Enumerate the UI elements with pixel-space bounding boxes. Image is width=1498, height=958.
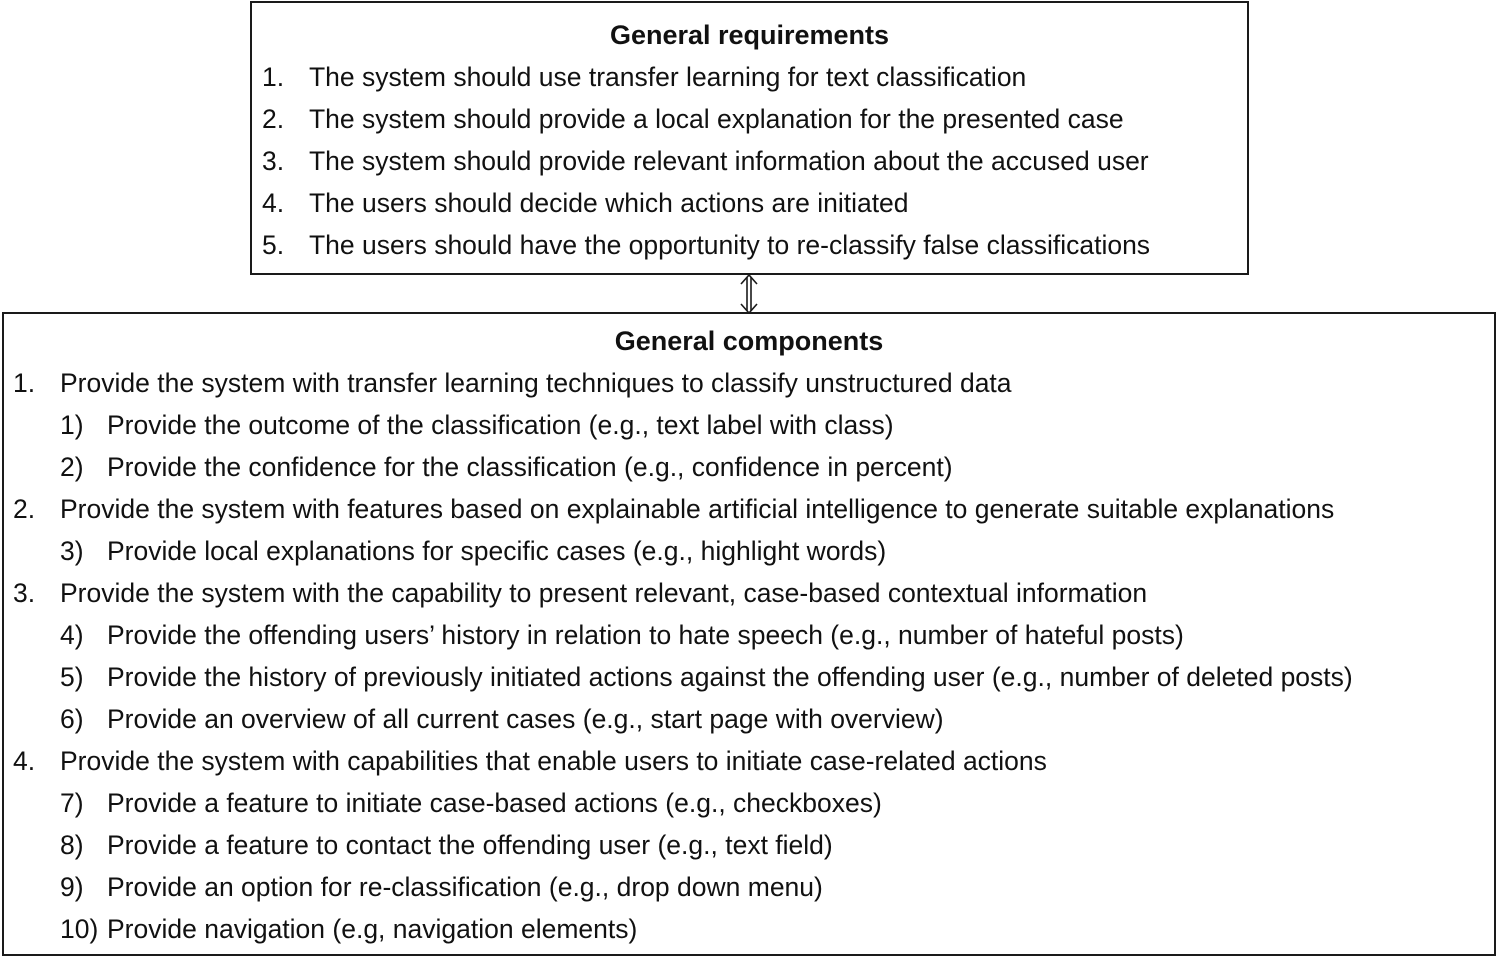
component-subnumber: 7) xyxy=(60,788,84,818)
component-number: 1. xyxy=(13,368,36,398)
double-headed-vertical-arrow-icon xyxy=(736,274,762,314)
component-number: 4. xyxy=(13,746,36,776)
requirement-text: The users should decide which actions are initiated xyxy=(309,188,909,218)
component-number: 2. xyxy=(13,494,36,524)
general-components-title: General components xyxy=(614,326,884,356)
component-subtext: Provide the confidence for the classification (e.g., confidence in percent) xyxy=(107,452,953,482)
component-text: Provide the system with transfer learning techniques to classify unstructured data xyxy=(60,368,1012,398)
component-subnumber: 9) xyxy=(60,872,84,902)
requirement-number: 4. xyxy=(262,188,285,218)
component-number: 3. xyxy=(13,578,36,608)
requirement-number: 3. xyxy=(262,146,285,176)
component-subtext: Provide the history of previously initiated actions against the offending user (e.g., number of deleted posts) xyxy=(107,662,1353,692)
component-subnumber: 4) xyxy=(60,620,84,650)
component-subnumber: 5) xyxy=(60,662,84,692)
requirement-number: 5. xyxy=(262,230,285,260)
requirement-text: The system should use transfer learning for text classification xyxy=(309,62,1027,92)
component-subnumber: 1) xyxy=(60,410,84,440)
component-subnumber: 10) xyxy=(60,914,99,944)
component-subtext: Provide a feature to contact the offending user (e.g., text field) xyxy=(107,830,833,860)
component-subnumber: 3) xyxy=(60,536,84,566)
component-text: Provide the system with the capability to present relevant, case-based contextual information xyxy=(60,578,1148,608)
general-components-box xyxy=(2,312,1496,956)
component-subtext: Provide local explanations for specific cases (e.g., highlight words) xyxy=(107,536,887,566)
requirement-text: The system should provide a local explanation for the presented case xyxy=(309,104,1124,134)
component-subtext: Provide an option for re-classification (e.g., drop down menu) xyxy=(107,872,823,902)
requirement-text: The users should have the opportunity to re-classify false classifications xyxy=(309,230,1151,260)
requirement-number: 2. xyxy=(262,104,285,134)
component-subnumber: 2) xyxy=(60,452,84,482)
component-subtext: Provide navigation (e.g, navigation elements) xyxy=(107,914,638,944)
requirement-number: 1. xyxy=(262,62,285,92)
component-subtext: Provide a feature to initiate case-based actions (e.g., checkboxes) xyxy=(107,788,882,818)
component-text: Provide the system with features based on explainable artificial intelligence to generate suitable explanations xyxy=(60,494,1335,524)
component-subtext: Provide the offending users’ history in relation to hate speech (e.g., number of hateful posts) xyxy=(107,620,1184,650)
general-requirements-box xyxy=(250,1,1249,275)
general-requirements-title: General requirements xyxy=(609,20,890,50)
component-subtext: Provide the outcome of the classification (e.g., text label with class) xyxy=(107,410,894,440)
component-text: Provide the system with capabilities that enable users to initiate case-related actions xyxy=(60,746,1047,776)
component-subnumber: 6) xyxy=(60,704,84,734)
component-subtext: Provide an overview of all current cases (e.g., start page with overview) xyxy=(107,704,944,734)
requirement-text: The system should provide relevant information about the accused user xyxy=(309,146,1149,176)
component-subnumber: 8) xyxy=(60,830,84,860)
